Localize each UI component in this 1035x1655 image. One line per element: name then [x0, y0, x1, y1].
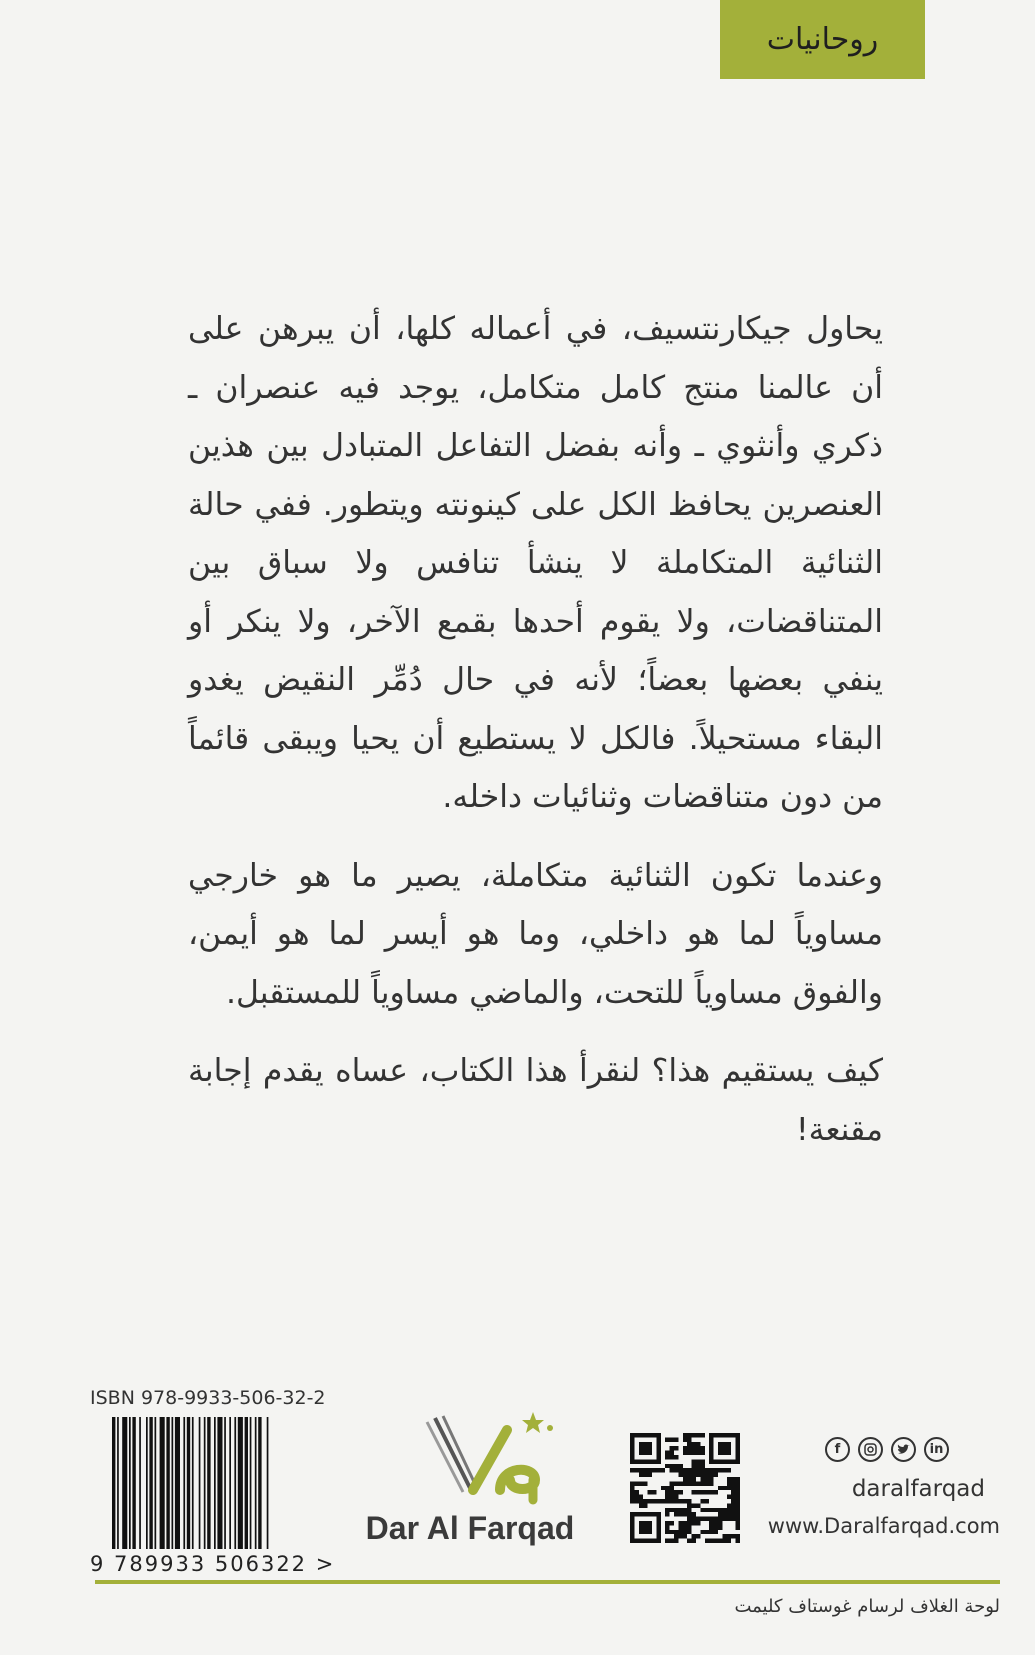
- publisher-name: Dar Al Farqad: [365, 1510, 575, 1546]
- category-label: روحانيات: [720, 0, 925, 79]
- publisher-handle[interactable]: daralfarqad: [851, 1476, 985, 1502]
- back-cover-blurb: [188, 300, 883, 1179]
- barcode: [110, 1417, 318, 1549]
- linkedin-icon[interactable]: in: [924, 1437, 949, 1462]
- barcode-digits: 9 789933 506322 >: [90, 1552, 336, 1576]
- publisher-logo-icon: [415, 1410, 555, 1510]
- blurb-paragraph: يحاول جيكارنتسيف، في أعماله كلها، أن يبرهن على أن عالمنا منتج كامل متكامل، يوجد فيه عنصران ـ ذكري وأنثوي ـ وأنه بفضل التفاعل المتبادل بين هذين العنصرين يحافظ الكل على كينونته ويتطور. ففي حالة الثنائية المتكاملة لا ينشأ تنافس ولا سباق بين المتناقضات، ولا يقوم أحدها بقمع الآخر، ولا ينكر أو ينفي بعضها بعضاً؛ لأنه في حال دُمِّر النقيض يغدو البقاء مستحيلاً. فالكل لا يستطيع أن يحيا ويبقى قائماً من دون متناقضات وثنائيات داخله.: [188, 311, 883, 815]
- isbn-text: ISBN 978-9933-506-32-2: [90, 1387, 326, 1409]
- publisher-logo: [350, 1410, 590, 1550]
- cover-credit: لوحة الغلاف لرسام غوستاف كليمت: [734, 1596, 1000, 1617]
- publisher-website[interactable]: www.Daralfarqad.com: [767, 1514, 1000, 1538]
- blurb-paragraph: كيف يستقيم هذا؟ لنقرأ هذا الكتاب، عساه يقدم إجابة مقنعة!: [188, 1053, 883, 1148]
- divider: [95, 1580, 1000, 1584]
- instagram-icon[interactable]: [858, 1437, 883, 1462]
- facebook-icon[interactable]: f: [825, 1437, 850, 1462]
- social-icons: [825, 1437, 949, 1462]
- isbn-barcode-block: [90, 1387, 336, 1576]
- twitter-icon[interactable]: [891, 1437, 916, 1462]
- blurb-paragraph: وعندما تكون الثنائية متكاملة، يصير ما هو خارجي مساوياً لما هو داخلي، وما هو أيسر لما هو أيمن، والفوق مساوياً للتحت، والماضي مساوياً للمستقبل.: [188, 857, 883, 1011]
